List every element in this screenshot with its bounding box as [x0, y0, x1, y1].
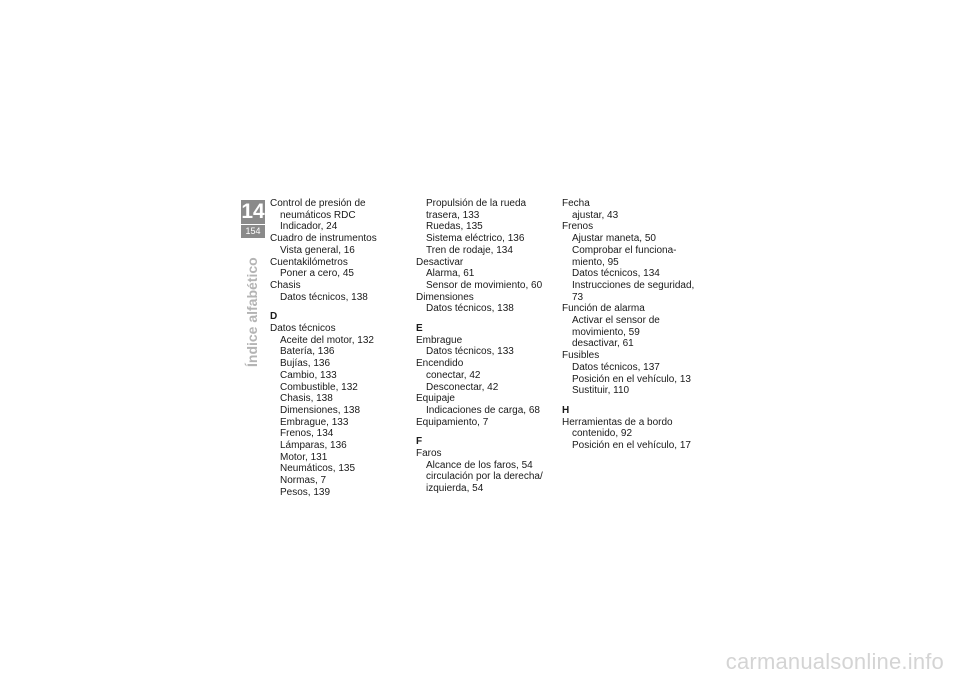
- index-subentry: Alarma, 61: [426, 268, 475, 280]
- chapter-number: 14: [241, 200, 265, 223]
- index-term: Fecha: [562, 198, 590, 209]
- index-term: Embrague: [416, 334, 463, 346]
- index-subentry: Motor, 131: [280, 451, 328, 463]
- index-subentry: Alcance de los faros, 54: [426, 459, 533, 471]
- index-subentry: Ruedas, 135: [426, 221, 483, 233]
- index-subentry: Comprobar el funciona-: [572, 244, 677, 256]
- index-term: Dimensiones: [416, 291, 474, 303]
- index-letter-heading: E: [416, 323, 423, 335]
- index-subentry: Instrucciones de seguridad, 73: [572, 279, 695, 303]
- index-subentry: ajustar, 43: [572, 209, 619, 221]
- index-term: Chasis: [270, 279, 301, 291]
- index-subentry: Datos técnicos, 137: [572, 361, 660, 373]
- index-subentry: Bujías, 136: [280, 358, 331, 370]
- index-subentry: Combustible, 132: [280, 381, 358, 393]
- index-subentry: Indicaciones de carga, 68: [426, 404, 540, 416]
- index-subentry: Vista general, 16: [280, 244, 355, 256]
- index-subentry: Tren de rodaje, 134: [426, 244, 513, 256]
- chapter-title: Índice alfabético: [244, 257, 260, 367]
- index-subentry: Chasis, 138: [280, 393, 333, 405]
- index-subentry: Datos técnicos, 138: [426, 303, 514, 315]
- index-subentry: Sensor de movimiento, 60: [426, 279, 543, 291]
- index-term: Encendido: [416, 358, 464, 370]
- index-letter-heading: D: [270, 311, 278, 323]
- index-subentry: Frenos, 134: [280, 428, 334, 440]
- index-subentry: movimiento, 59: [572, 326, 640, 338]
- watermark: carmanualsonline.info: [725, 649, 944, 674]
- index-term: Fusibles: [562, 350, 600, 362]
- index-subentry: Ajustar maneta, 50: [572, 233, 656, 245]
- index-term: Control de presión de: [270, 198, 366, 209]
- index-subentry: Datos técnicos, 134: [572, 268, 660, 280]
- index-letter-heading: H: [562, 404, 570, 416]
- index-subentry: miento, 95: [572, 256, 619, 268]
- index-column-1: [270, 198, 408, 499]
- index-term-continuation: neumáticos RDC: [280, 209, 356, 221]
- index-subentry: Activar el sensor de: [572, 315, 660, 327]
- index-subentry: Batería, 136: [280, 346, 335, 358]
- index-term: Faros: [416, 448, 442, 460]
- index-subentry: Dimensiones, 138: [280, 404, 361, 416]
- index-subentry: Posición en el vehículo, 13: [572, 373, 691, 385]
- index-subentry: Datos técnicos, 138: [280, 291, 368, 303]
- index-subentry: Embrague, 133: [280, 416, 349, 428]
- index-subentry: Sustituir, 110: [572, 385, 630, 397]
- index-term: Frenos: [562, 221, 594, 233]
- index-subentry: Poner a cero, 45: [280, 268, 354, 280]
- index-term: Equipamiento, 7: [416, 416, 489, 428]
- index-subentry: Propulsión de la rueda: [426, 198, 527, 209]
- index-subentry: izquierda, 54: [426, 483, 484, 495]
- index-subentry: Normas, 7: [280, 475, 327, 487]
- index-subentry: Neumáticos, 135: [280, 463, 356, 475]
- index-subentry: Lámparas, 136: [280, 440, 347, 452]
- index-term: Función de alarma: [562, 303, 645, 315]
- index-subentry: trasera, 133: [426, 209, 480, 221]
- chapter-tab: [241, 200, 265, 238]
- page-number: 154: [245, 226, 261, 236]
- index-column-3: [562, 198, 700, 452]
- index-subentry: Posición en el vehículo, 17: [572, 440, 691, 452]
- index-term: Cuadro de instrumentos: [270, 233, 377, 245]
- index-term: Herramientas de a bordo: [562, 416, 673, 428]
- index-term: Equipaje: [416, 393, 455, 405]
- index-letter-heading: F: [416, 436, 423, 448]
- index-subentry: circulación por la derecha/: [426, 471, 543, 483]
- index-subentry: Datos técnicos, 133: [426, 346, 514, 358]
- index-subentry: Pesos, 139: [280, 486, 331, 498]
- index-subentry: Sistema eléctrico, 136: [426, 233, 525, 245]
- index-term: Datos técnicos: [270, 323, 336, 335]
- index-subentry: conectar, 42: [426, 369, 481, 381]
- index-subentry: Desconectar, 42: [426, 381, 499, 393]
- index-term: Desactivar: [416, 256, 464, 268]
- index-subentry: Cambio, 133: [280, 369, 337, 381]
- index-subentry: Aceite del motor, 132: [280, 334, 374, 346]
- index-column-2: [416, 198, 554, 495]
- index-term: Cuentakilómetros: [270, 256, 348, 268]
- index-subentry: contenido, 92: [572, 428, 633, 440]
- index-subentry: Indicador, 24: [280, 221, 338, 233]
- index-subentry: desactivar, 61: [572, 338, 634, 350]
